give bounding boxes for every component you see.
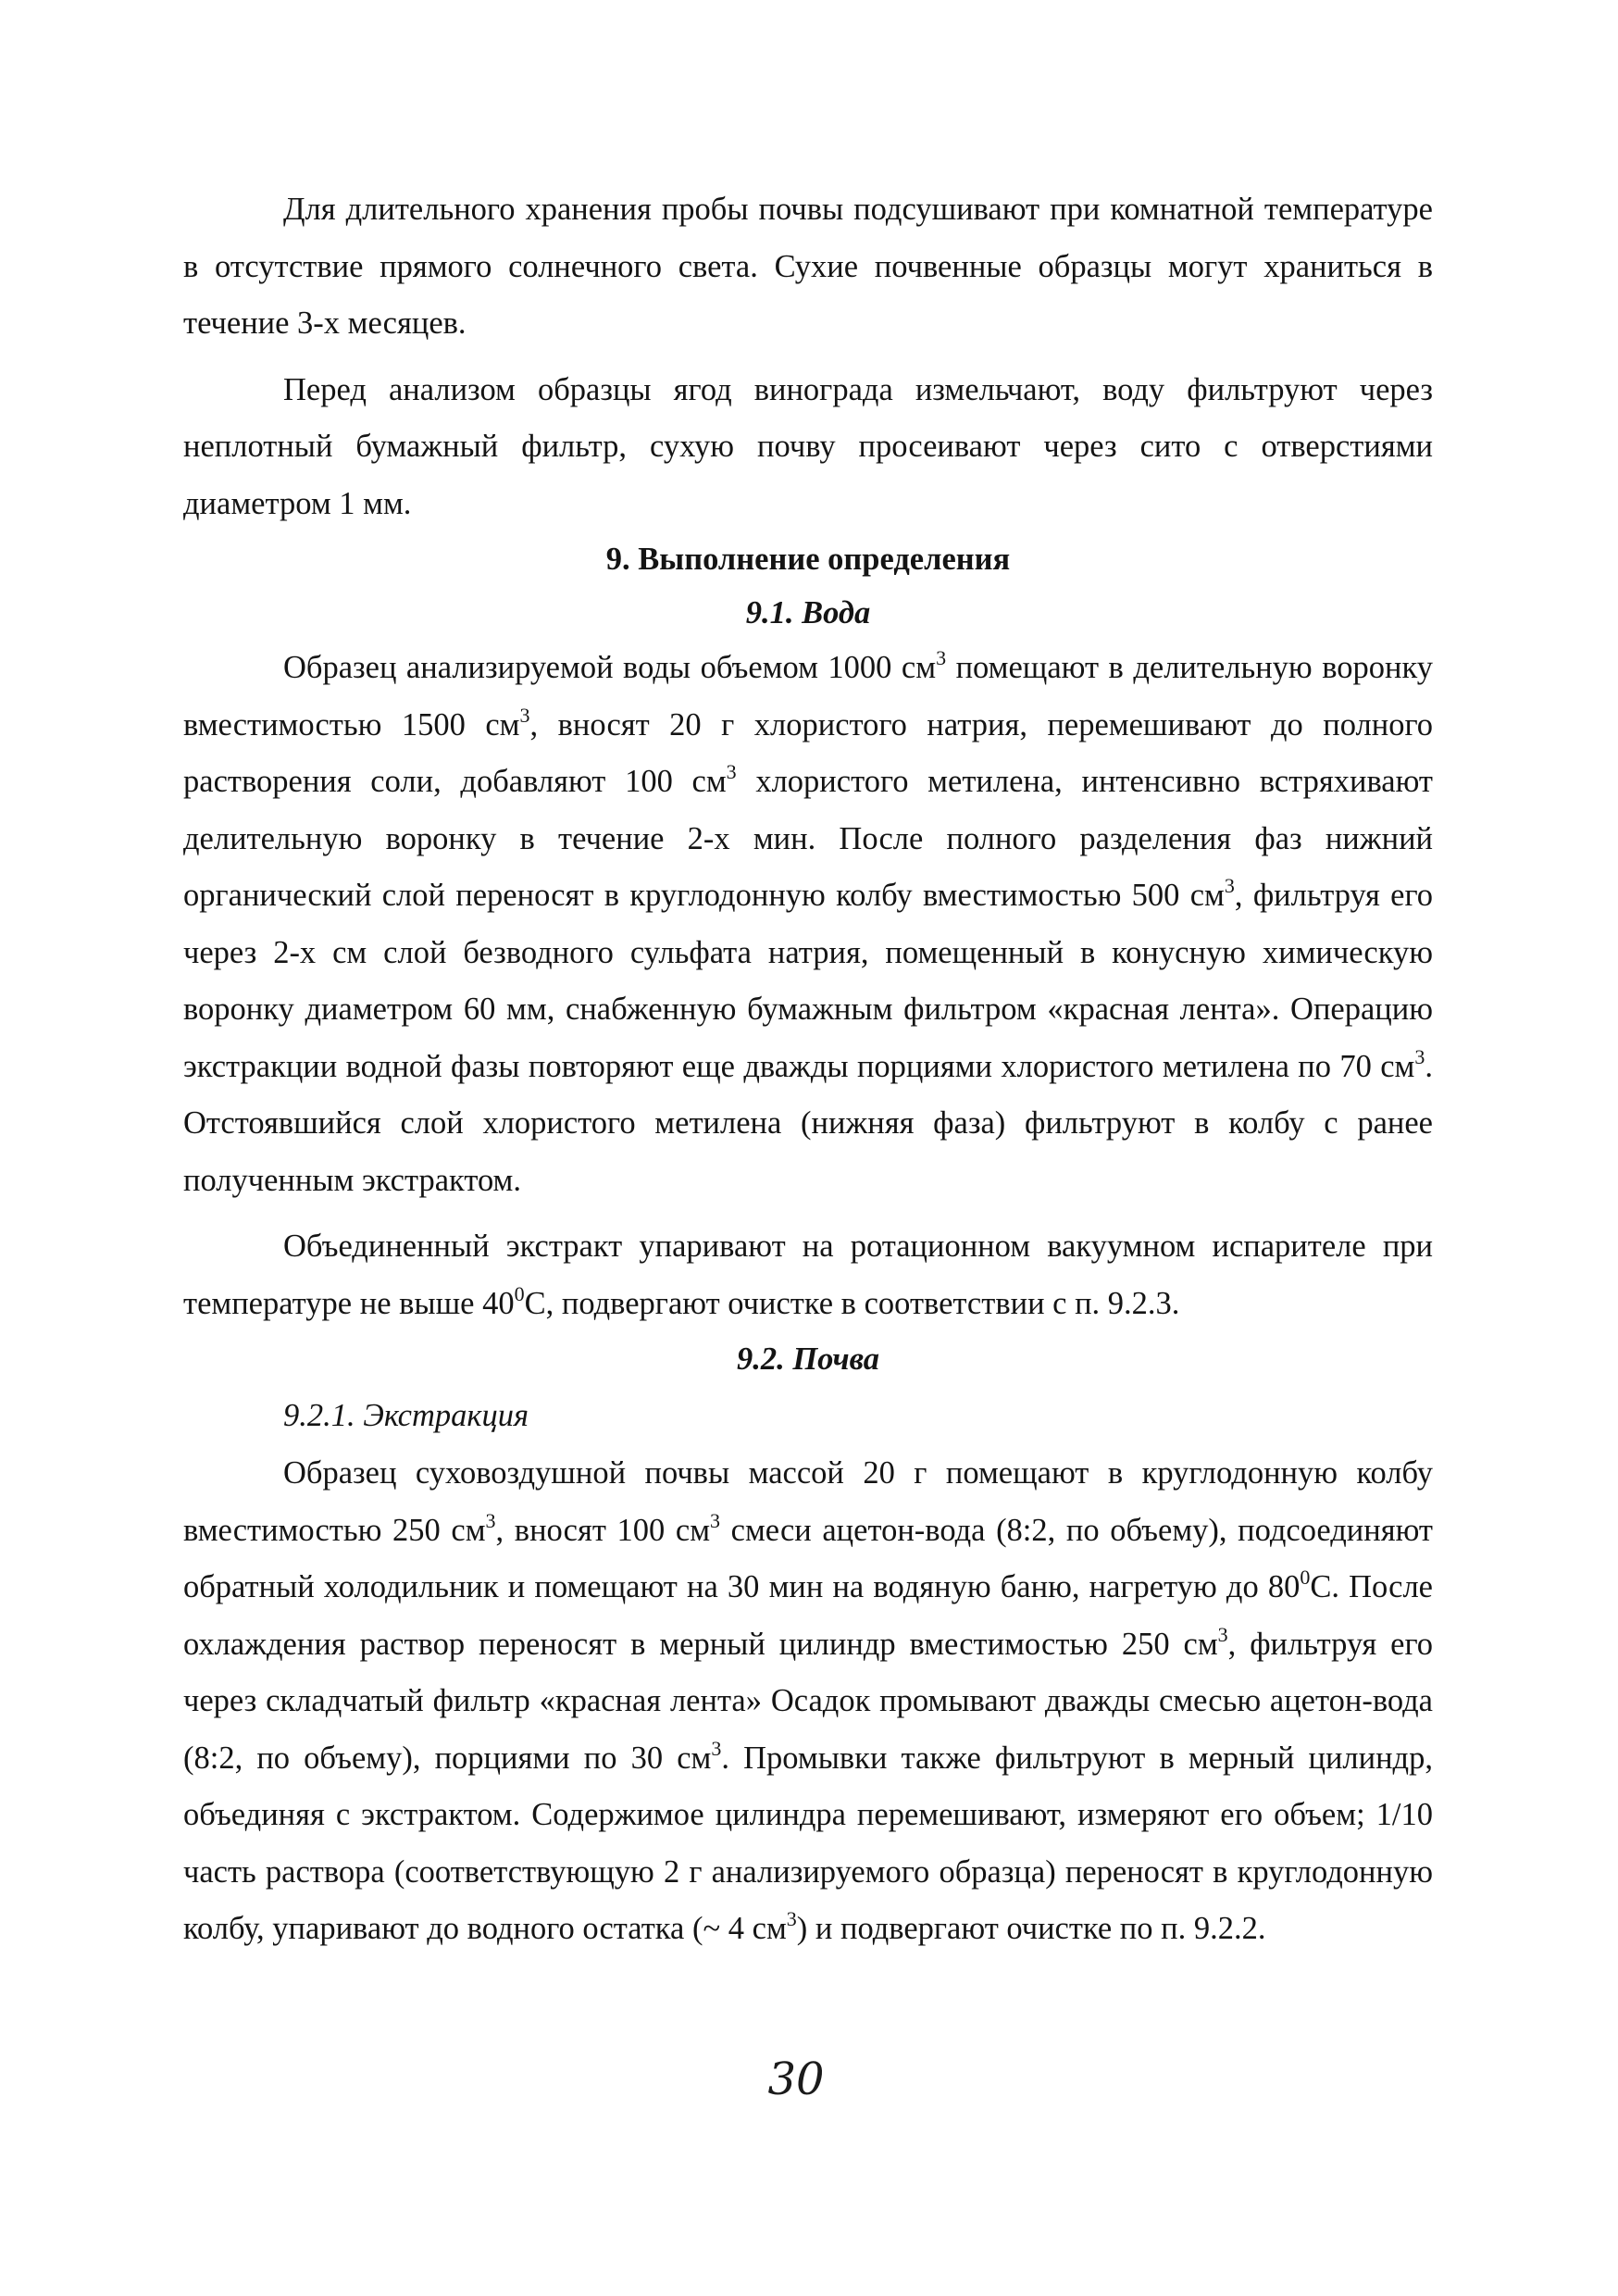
- document-body: [183, 181, 1433, 1958]
- paragraph-evaporation: Объединенный экстракт упаривают на ротационном вакуумном испарителе при температуре не выше $40^0С$, подвергают очистке в соответствии с п. 9.2.3.: [183, 1229, 1433, 1321]
- section-heading: 9. Выполнение определения: [605, 542, 1011, 577]
- paragraph-soil-storage: Для длительного хранения пробы почвы подсушивают при комнатной температуре в отсутствие прямого солнечного света. Сухие почвенные образцы могут храниться в течение 3-х месяцев.: [183, 192, 1433, 341]
- paragraph-sample-preparation: Перед анализом образцы ягод винограда измельчают, воду фильтруют через неплотный бумажный фильтр, сухую почву просеивают через сито с отверстиями диаметром 1 мм.: [183, 371, 1433, 521]
- paragraph-soil-extraction: Образец суховоздушной почвы массой 20 г помещают в круглодонную колбу вместимостью 250 $см^3$, вносят 100 $см^3$ смеси ацетон-вода (8:2, по объему), подсоединяют обратный холодильник и помещают на 30 мин на водяную баню, нагретую до $80^0С$. После охлаждения раствор переносят в мерный цилиндр вместимостью 250 $см^3$, фильтруя его через складчатый фильтр «красная лента» Осадок промывают дважды смесью ацетон-вода (8:2, по объему), порциями по 30 $см^3$. Промывки также фильтруют в мерный цилиндр, объединяя с экстрактом. Содержимое цилиндра перемешивают, измеряют его объем; 1/10 часть раствора (соответствующую 2 г анализируемого образца) переносят в круглодонную колбу, упаривают до водного остатка (~ 4 $см^3$) и подвергают очистке по п. 9.2.2.: [183, 1455, 1433, 1946]
- subsection-heading-water: 9.1. Вода: [745, 595, 871, 630]
- page-number: 30: [767, 2053, 825, 2105]
- subsubsection-heading-extraction: 9.2.1. Экстракция: [283, 1398, 529, 1433]
- paragraph-water-extraction: Образец анализируемой воды объемом 1000 $см^3$ помещают в делительную воронку вместимостью 1500 $см^3$, вносят 20 г хлористого натрия, перемешивают до полного растворения соли, добавляют 100 $см^3$ хлористого метилена, интенсивно встряхивают делительную воронку в течение 2-х мин. После полного разделения фаз нижний органический слой переносят в круглодонную колбу вместимостью 500 $см^3$, фильтруя его через 2-х см слой безводного сульфата натрия, помещенный в конусную химическую воронку диаметром 60 мм, снабженную бумажным фильтром «красная лента». Операцию экстракции водной фазы повторяют еще дважды порциями хлористого метилена по 70 $см^3$. Отстоявшийся слой хлористого метилена (нижняя фаза) фильтруют в колбу с ранее полученным экстрактом.: [183, 646, 1433, 1198]
- subsection-heading-soil: 9.2. Почва: [736, 1341, 880, 1377]
